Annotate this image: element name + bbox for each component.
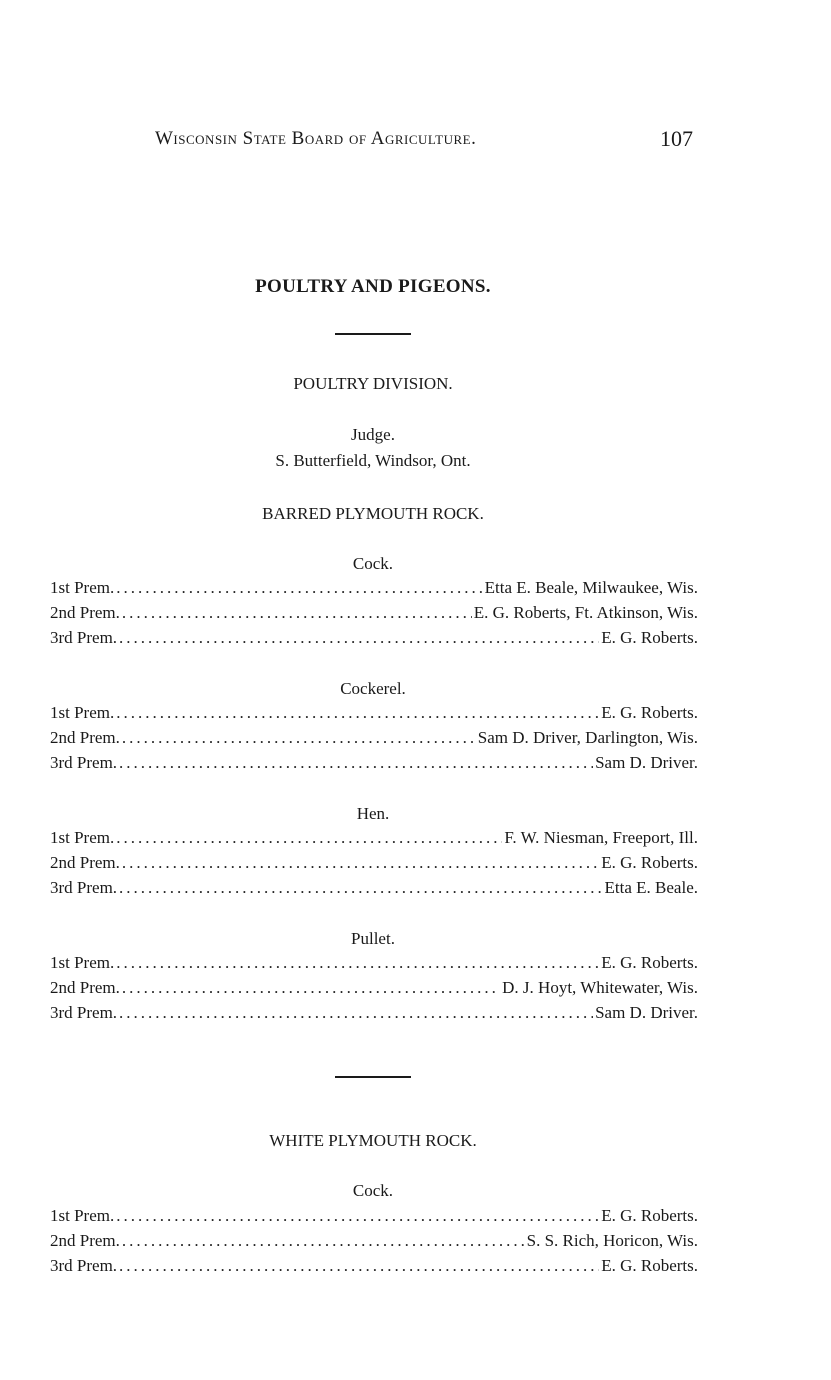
premium-winner: Sam D. Driver. <box>595 753 698 772</box>
premium-place: 2nd Prem. <box>50 978 120 997</box>
premium-winner: E. G. Roberts, Ft. Atkinson, Wis. <box>473 603 698 622</box>
premium-row <box>50 853 698 875</box>
page-number: 107 <box>660 126 693 151</box>
premium-place: 3rd Prem. <box>50 753 118 772</box>
premium-row <box>50 1256 698 1278</box>
premium-place: 1st Prem. <box>50 703 115 722</box>
premium-place: 1st Prem. <box>50 1206 115 1225</box>
leader-dots <box>116 828 502 848</box>
judge-label: Judge. <box>351 425 395 444</box>
leader-dots <box>116 703 599 723</box>
premium-row <box>50 1003 698 1025</box>
premium-place: 1st Prem. <box>50 828 115 847</box>
section-divider <box>335 333 411 335</box>
leader-dots <box>119 1003 593 1023</box>
premium-row <box>50 703 698 725</box>
premium-winner: Etta E. Beale. <box>604 878 698 897</box>
premium-row <box>50 878 698 900</box>
running-head: Wisconsin State Board of Agriculture. <box>155 128 477 149</box>
premium-winner: F. W. Niesman, Freeport, Ill. <box>504 828 698 847</box>
premium-place: 2nd Prem. <box>50 603 120 622</box>
premium-place: 3rd Prem. <box>50 878 118 897</box>
leader-dots <box>119 628 599 648</box>
premium-winner: Etta E. Beale, Milwaukee, Wis. <box>484 578 698 597</box>
premium-row <box>50 828 698 850</box>
page-title: POULTRY AND PIGEONS. <box>255 276 491 297</box>
premium-row <box>50 628 698 650</box>
premium-winner: E. G. Roberts. <box>601 1206 698 1225</box>
premium-row <box>50 978 698 1000</box>
judge-name: S. Butterfield, Windsor, Ont. <box>275 451 471 470</box>
breed-heading: WHITE PLYMOUTH ROCK. <box>269 1131 477 1150</box>
premium-row <box>50 953 698 975</box>
premium-row <box>50 603 698 625</box>
premium-winner: E. G. Roberts. <box>601 628 698 647</box>
class-heading: Hen. <box>356 804 390 823</box>
premium-place: 1st Prem. <box>50 578 115 597</box>
leader-dots <box>119 878 602 898</box>
premium-place: 2nd Prem. <box>50 728 120 747</box>
premium-place: 1st Prem. <box>50 953 115 972</box>
premium-place: 3rd Prem. <box>50 628 118 647</box>
premium-row <box>50 1231 698 1253</box>
premium-winner: D. J. Hoyt, Whitewater, Wis. <box>502 978 698 997</box>
breed-heading: BARRED PLYMOUTH ROCK. <box>262 504 484 523</box>
leader-dots <box>122 978 500 998</box>
class-heading: Cock. <box>352 554 394 573</box>
premium-winner: E. G. Roberts. <box>601 953 698 972</box>
leader-dots <box>116 1206 599 1226</box>
premium-row <box>50 1206 698 1228</box>
section-divider <box>335 1076 411 1078</box>
premium-place: 2nd Prem. <box>50 853 120 872</box>
leader-dots <box>119 1256 599 1276</box>
premium-winner: Sam D. Driver. <box>595 1003 698 1022</box>
leader-dots <box>116 578 482 598</box>
premium-winner: E. G. Roberts. <box>601 853 698 872</box>
leader-dots <box>122 853 599 873</box>
premium-place: 3rd Prem. <box>50 1003 118 1022</box>
premium-winner: Sam D. Driver, Darlington, Wis. <box>477 728 698 747</box>
class-heading: Cock. <box>352 1181 394 1200</box>
division-heading: POULTRY DIVISION. <box>293 374 453 393</box>
premium-winner: E. G. Roberts. <box>601 1256 698 1275</box>
premium-place: 2nd Prem. <box>50 1231 120 1250</box>
premium-row <box>50 753 698 775</box>
class-heading: Pullet. <box>351 929 395 948</box>
premium-place: 3rd Prem. <box>50 1256 118 1275</box>
premium-winner: S. S. Rich, Horicon, Wis. <box>526 1231 698 1250</box>
leader-dots <box>122 1231 525 1251</box>
premium-row <box>50 578 698 600</box>
leader-dots <box>119 753 593 773</box>
premium-winner: E. G. Roberts. <box>601 703 698 722</box>
premium-row <box>50 728 698 750</box>
leader-dots <box>122 728 476 748</box>
leader-dots <box>116 953 599 973</box>
class-heading: Cockerel. <box>340 679 406 698</box>
leader-dots <box>122 603 472 623</box>
